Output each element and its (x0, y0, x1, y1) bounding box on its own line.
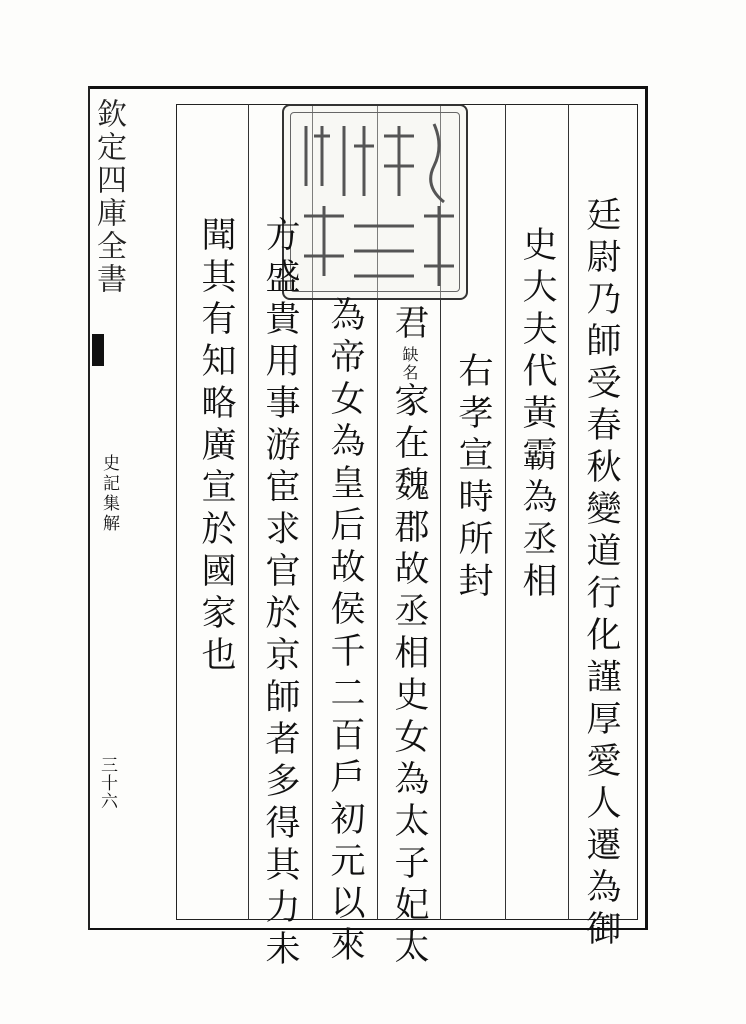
page-number: 三十六 (97, 756, 117, 810)
frame-top-border (90, 86, 648, 89)
seal-pattern (284, 106, 468, 300)
text-column-5: 為帝女為皇后故侯千二百戶初元以來 (325, 296, 365, 968)
text-column-3: 右孝宣時所封 (453, 352, 493, 604)
column-rule (505, 104, 506, 920)
column-rule (248, 104, 249, 920)
text-column-4 (389, 304, 429, 970)
collector-seal (282, 104, 468, 300)
frame-bottom-border (90, 928, 648, 930)
column-4-text-end: 家在魏郡故丞相史女為太子妃太 (389, 382, 429, 970)
text-column-2: 史大夫代黃霸為丞相 (517, 226, 557, 604)
column-4-text-start: 君 (389, 304, 429, 346)
column-rule (568, 104, 569, 920)
section-title: 史記集解 (99, 454, 119, 534)
fishtail-mark (92, 334, 104, 366)
missing-name-note: 缺名 (400, 346, 419, 382)
frame-right-border (645, 86, 648, 930)
text-column-1: 廷尉乃師受春秋變道行化謹厚愛人遷為御 (581, 196, 621, 952)
text-column-6: 方盛貴用事游宦求官於京師者多得其力未 (260, 216, 300, 972)
text-column-7: 聞其有知略廣宣於國家也 (196, 216, 236, 678)
book-title: 欽定四庫全書 (91, 98, 126, 296)
